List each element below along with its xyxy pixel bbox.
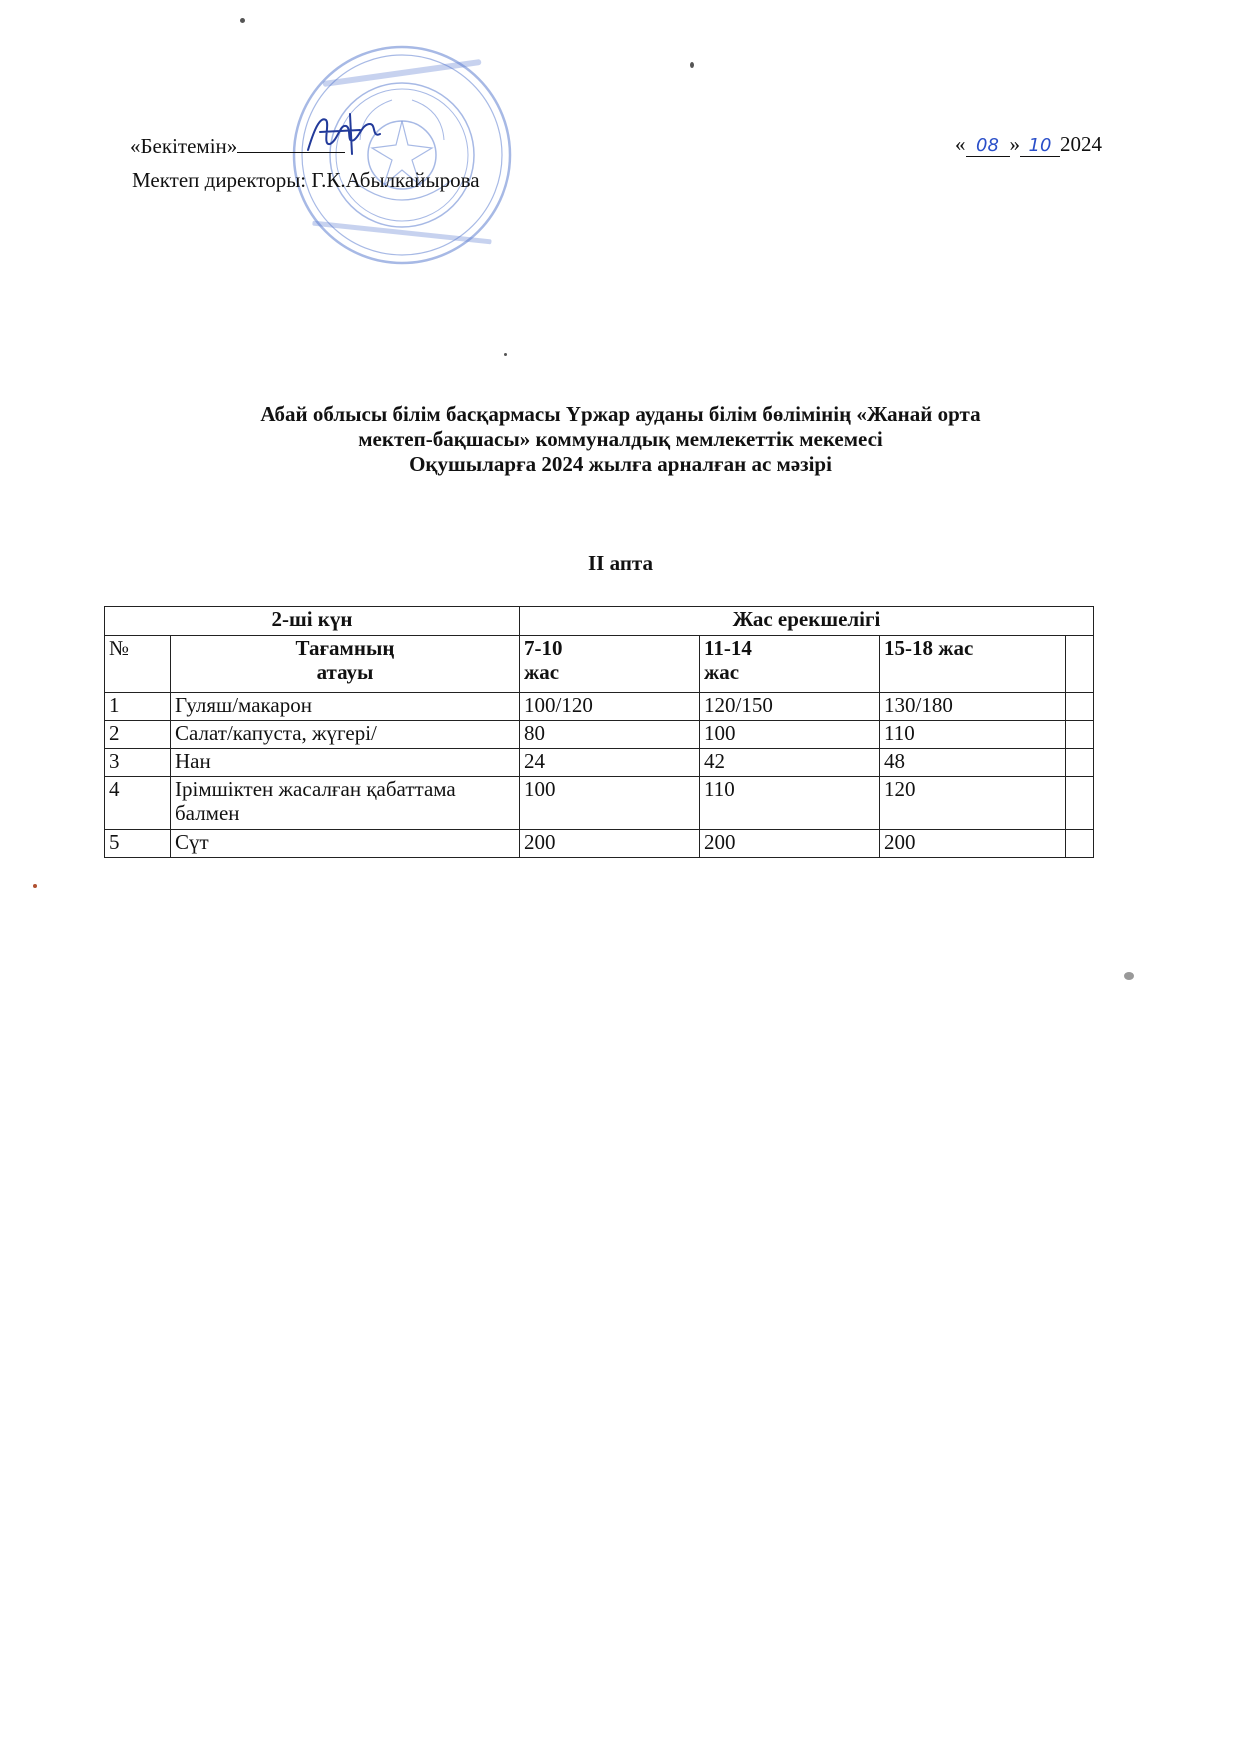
signature-line bbox=[237, 134, 345, 153]
row-empty bbox=[1066, 777, 1094, 830]
table-top-header bbox=[105, 607, 1094, 636]
scan-speck bbox=[240, 18, 245, 23]
row-dish-name: Сүт bbox=[171, 830, 520, 858]
col-age-11-14: 11-14 жас bbox=[700, 636, 880, 693]
scan-speck bbox=[690, 62, 694, 68]
menu-table bbox=[104, 606, 1094, 858]
row-dish-name: Салат/капуста, жүгері/ bbox=[171, 721, 520, 749]
scan-speck bbox=[1124, 972, 1134, 980]
col-number: № bbox=[105, 636, 171, 693]
date-day: 08 bbox=[966, 135, 1010, 157]
col-empty bbox=[1066, 636, 1094, 693]
table-row bbox=[105, 830, 1094, 858]
row-empty bbox=[1066, 693, 1094, 721]
row-number: 2 bbox=[105, 721, 171, 749]
date-open-quote: « bbox=[955, 132, 966, 156]
row-value-7-10: 200 bbox=[520, 830, 700, 858]
title-line-3: Оқушыларға 2024 жылға арналған ас мәзірі bbox=[409, 452, 832, 476]
col-age-15-18: 15-18 жас bbox=[880, 636, 1066, 693]
approval-line bbox=[130, 132, 345, 160]
row-value-15-18: 130/180 bbox=[880, 693, 1066, 721]
scan-speck bbox=[33, 884, 37, 888]
row-dish-name: Гуляш/макарон bbox=[171, 693, 520, 721]
col-dish-name: Тағамның атауы bbox=[171, 636, 520, 693]
row-value-7-10: 24 bbox=[520, 749, 700, 777]
row-value-7-10: 100 bbox=[520, 777, 700, 830]
title-line-1: Абай облысы білім басқармасы Үржар ауданы білім бөлімінің «Жанай орта bbox=[260, 402, 981, 426]
row-value-15-18: 120 bbox=[880, 777, 1066, 830]
row-empty bbox=[1066, 721, 1094, 749]
document-title bbox=[100, 402, 1141, 477]
row-value-15-18: 110 bbox=[880, 721, 1066, 749]
row-number: 4 bbox=[105, 777, 171, 830]
table-row bbox=[105, 749, 1094, 777]
row-value-11-14: 200 bbox=[700, 830, 880, 858]
approve-label: «Бекітемін» bbox=[130, 134, 238, 158]
date-month: 10 bbox=[1020, 135, 1060, 157]
row-value-15-18: 48 bbox=[880, 749, 1066, 777]
table-row bbox=[105, 721, 1094, 749]
title-line-2: мектеп-бақшасы» коммуналдық мемлекеттік мекемесі bbox=[358, 427, 883, 451]
age-group-label: Жас ерекшелігі bbox=[520, 607, 1094, 636]
row-value-11-14: 100 bbox=[700, 721, 880, 749]
row-value-7-10: 100/120 bbox=[520, 693, 700, 721]
row-dish-name: Ірімшіктен жасалған қабаттама балмен bbox=[171, 777, 520, 830]
row-value-11-14: 120/150 bbox=[700, 693, 880, 721]
table-row bbox=[105, 693, 1094, 721]
approval-date bbox=[955, 132, 1102, 157]
row-value-7-10: 80 bbox=[520, 721, 700, 749]
row-empty bbox=[1066, 749, 1094, 777]
scan-speck bbox=[504, 353, 507, 356]
week-label: ІІ апта bbox=[588, 551, 653, 575]
day-label: 2-ші күн bbox=[105, 607, 520, 636]
row-dish-name: Нан bbox=[171, 749, 520, 777]
director-line: Мектеп директоры: Г.К.Абылкайырова bbox=[132, 168, 480, 192]
row-value-11-14: 42 bbox=[700, 749, 880, 777]
row-empty bbox=[1066, 830, 1094, 858]
row-value-11-14: 110 bbox=[700, 777, 880, 830]
row-number: 1 bbox=[105, 693, 171, 721]
row-value-15-18: 200 bbox=[880, 830, 1066, 858]
date-year: 2024 bbox=[1060, 132, 1102, 156]
table-row bbox=[105, 777, 1094, 830]
date-mid-quote: » bbox=[1009, 132, 1020, 156]
row-number: 3 bbox=[105, 749, 171, 777]
table-column-header bbox=[105, 636, 1094, 693]
row-number: 5 bbox=[105, 830, 171, 858]
col-age-7-10: 7-10 жас bbox=[520, 636, 700, 693]
